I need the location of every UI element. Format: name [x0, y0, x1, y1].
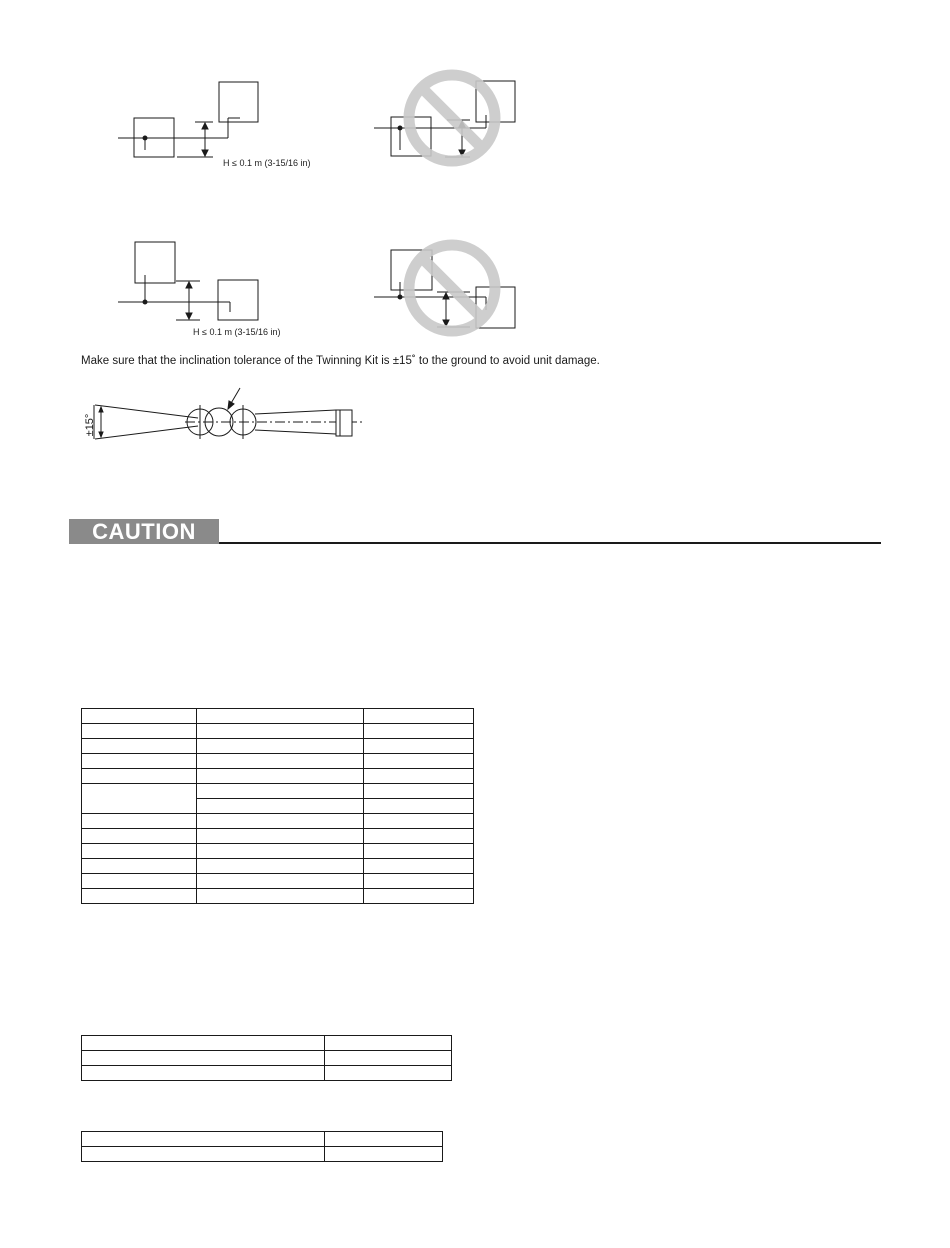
table-row [82, 1132, 443, 1147]
table-row [82, 829, 474, 844]
table-cell [364, 754, 474, 769]
table-cell [82, 769, 197, 784]
table-cell [364, 709, 474, 724]
table-row [82, 889, 474, 904]
table-cell [364, 799, 474, 814]
table-cell [197, 709, 364, 724]
table-cell [364, 724, 474, 739]
table-row [82, 1051, 452, 1066]
caution-rule [219, 542, 881, 544]
table-cell [364, 739, 474, 754]
table-row [82, 754, 474, 769]
table-cell [82, 739, 197, 754]
table-cell [82, 724, 197, 739]
table-cell [82, 1147, 325, 1162]
table-cell [197, 799, 364, 814]
tilt-tolerance-diagram [94, 388, 362, 439]
caution-label: CAUTION [69, 519, 219, 544]
table-cell [364, 889, 474, 904]
table-cell [82, 844, 197, 859]
diagram-correct-2 [118, 242, 258, 320]
table-cell [325, 1051, 452, 1066]
table-cell [197, 814, 364, 829]
table-cell [82, 709, 197, 724]
table-cell [197, 754, 364, 769]
tilt-angle-label: ±15° [84, 413, 96, 437]
table-row [82, 874, 474, 889]
table-cell [197, 829, 364, 844]
table-cell [364, 784, 474, 799]
spec-table-3 [81, 1131, 443, 1162]
height-note-2: H ≤ 0.1 m (3-15/16 in) [193, 327, 281, 337]
table-cell [197, 889, 364, 904]
table-row [82, 859, 474, 874]
table-cell [325, 1036, 452, 1051]
table-row [82, 739, 474, 754]
table-cell [82, 1066, 325, 1081]
table-cell [82, 874, 197, 889]
table-row [82, 844, 474, 859]
spec-table-2 [81, 1035, 452, 1081]
table-cell [197, 859, 364, 874]
diagram-correct-1 [118, 82, 258, 157]
table-cell [197, 784, 364, 799]
inclination-instruction: Make sure that the inclination tolerance of the Twinning Kit is ±15˚ to the ground to avoid unit damage. [81, 355, 600, 367]
table-row [82, 709, 474, 724]
height-note-1: H ≤ 0.1 m (3-15/16 in) [223, 158, 311, 168]
table-row [82, 769, 474, 784]
table-cell [364, 874, 474, 889]
table-cell [197, 769, 364, 784]
table-row [82, 1066, 452, 1081]
table-cell [82, 829, 197, 844]
table-cell [82, 1036, 325, 1051]
installation-diagrams [0, 0, 950, 470]
table-row [82, 724, 474, 739]
table-cell [325, 1066, 452, 1081]
table-row [82, 814, 474, 829]
table-cell [197, 739, 364, 754]
table-cell [197, 844, 364, 859]
table-cell [82, 859, 197, 874]
table-cell [82, 889, 197, 904]
table-cell [364, 829, 474, 844]
table-cell [197, 724, 364, 739]
table-cell [325, 1132, 443, 1147]
table-cell [197, 874, 364, 889]
spec-table-1 [81, 708, 474, 904]
table-cell [325, 1147, 443, 1162]
table-row [82, 784, 474, 799]
table-cell [82, 784, 197, 814]
table-cell [364, 859, 474, 874]
table-cell [82, 814, 197, 829]
table-cell [82, 1051, 325, 1066]
table-cell [364, 814, 474, 829]
table-row [82, 1036, 452, 1051]
table-row [82, 1147, 443, 1162]
table-cell [364, 844, 474, 859]
table-cell [82, 1132, 325, 1147]
table-cell [82, 754, 197, 769]
table-cell [364, 769, 474, 784]
